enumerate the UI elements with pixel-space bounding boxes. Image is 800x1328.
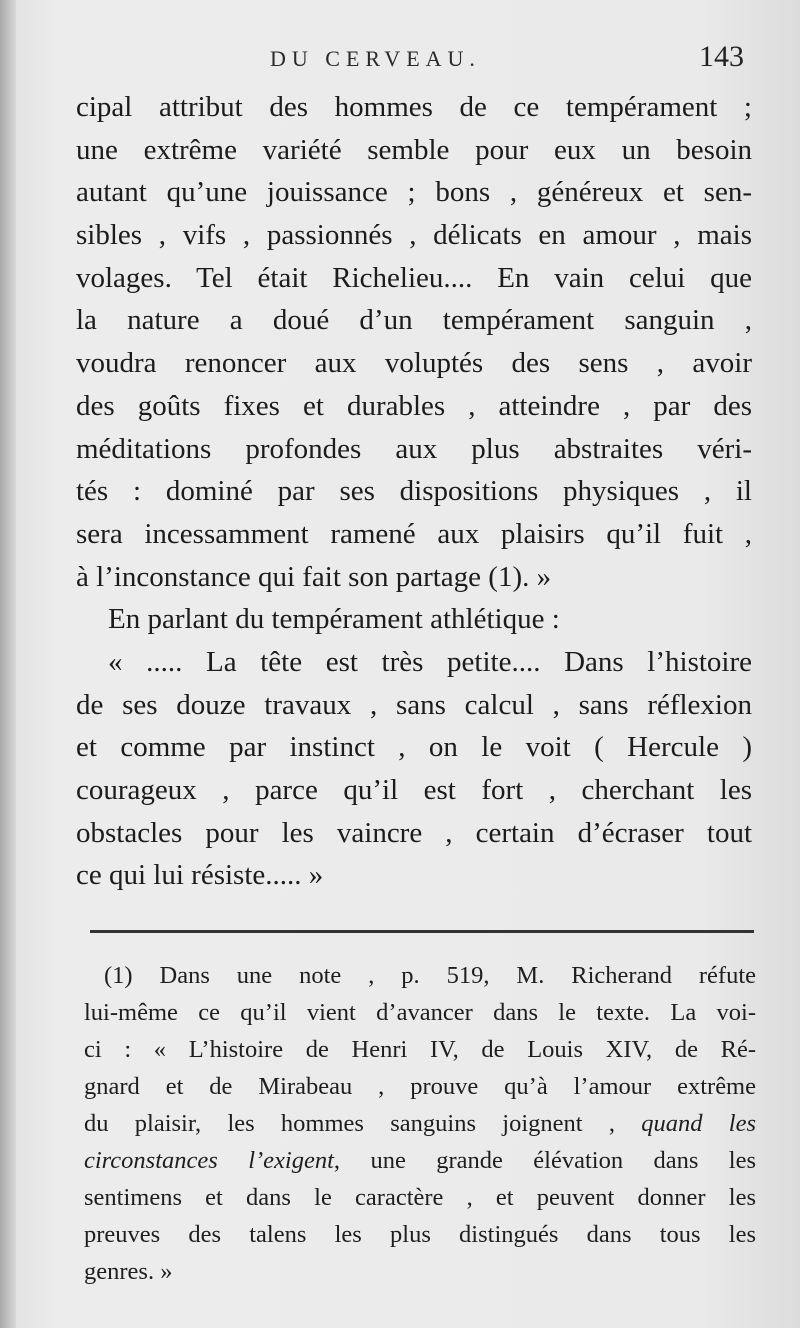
footnote-line: genres. » [84,1258,173,1285]
text-line: méditations profondes aux plus abstraites véri- [76,432,752,465]
footnote-line [84,1105,756,1142]
text-line: à l’inconstance qui fait son partage (1). » [76,560,552,593]
text-line: sibles , vifs , passionnés , délicats en amour , mais [76,219,752,252]
page-number: 143 [699,40,744,73]
footnote-text: du plaisir, les hommes sanguins joignent , [84,1110,642,1137]
footnote-line: ci : « L’histoire de Henri IV, de Louis XIV, de Ré- [84,1036,756,1063]
footnote-line: preuves des talens les plus distingués dans tous les [84,1221,756,1248]
text-line: autant qu’une jouissance ; bons , généreux et sen- [76,176,752,209]
running-title: DU CERVEAU. [270,46,481,71]
footnote-line: (1) Dans une note , p. 519, M. Richerand réfute [104,962,756,989]
footnote-italic-text: circonstances l’exigent [84,1147,334,1174]
footnote-rule [90,930,754,933]
text-line: volages. Tel était Richelieu.... En vain celui que [76,261,752,294]
text-line: une extrême variété semble pour eux un besoin [76,133,752,166]
footnote [84,957,756,1290]
text-line: courageux , parce qu’il est fort , cherchant les [76,774,752,806]
text-line: ce qui lui résiste..... » [76,859,324,892]
text-line: tés : dominé par ses dispositions physiques , il [76,475,752,508]
footnote-line: gnard et de Mirabeau , prouve qu’à l’amour extrême [84,1073,756,1100]
text-line: cipal attribut des hommes de ce tempérament ; [76,91,752,123]
text-line: voudra renoncer aux voluptés des sens , avoir [76,347,752,380]
footnote-line: sentimens et dans le caractère , et peuvent donner les [84,1184,756,1211]
footnote-line: lui-même ce qu’il vient d’avancer dans le texte. La voi- [84,999,756,1026]
text-line: de ses douze travaux , sans calcul , sans réflexion [76,688,752,721]
text-line: « ..... La tête est très petite.... Dans l’histoire [108,645,752,678]
footnote-italic-text: quand les [641,1110,756,1137]
body-text [76,86,752,897]
text-line: obstacles pour les vaincre , certain d’écraser tout [76,816,752,849]
page-header [0,38,800,82]
text-line: des goûts fixes et durables , atteindre , par des [76,389,752,422]
text-line: sera incessamment ramené aux plaisirs qu’il fuit , [76,517,752,550]
text-line: En parlant du tempérament athlétique : [108,603,560,636]
text-line: la nature a doué d’un tempérament sanguin , [76,304,752,337]
footnote-line [84,1142,756,1179]
footnote-text: , une grande élévation dans les [333,1147,757,1174]
page-gutter [0,0,16,1328]
text-line: et comme par instinct , on le voit ( Hercule ) [76,731,752,764]
